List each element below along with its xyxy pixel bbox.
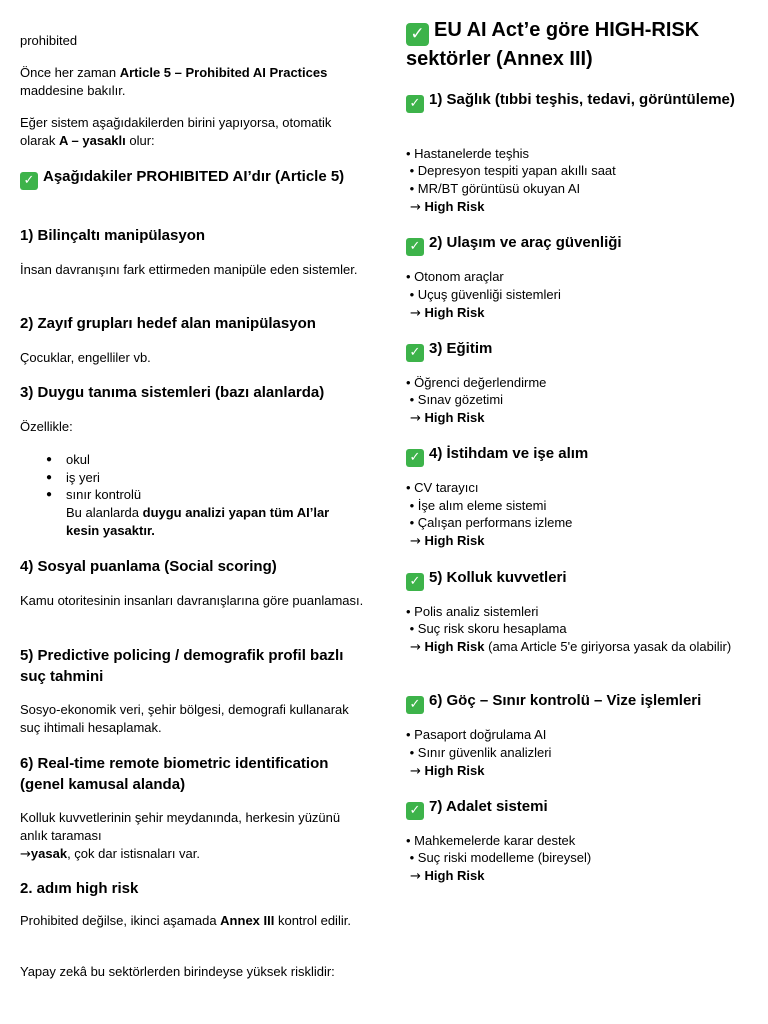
check-mark-icon: ✓ — [406, 238, 424, 256]
sector-item: • Suç riski modelleme (bireysel) — [406, 850, 592, 865]
high-risk-label — [410, 532, 760, 551]
sector-item: • İşe alım eleme sistemi — [406, 498, 547, 513]
arrow-icon: → — [410, 306, 421, 321]
high-risk-text: High Risk — [424, 868, 485, 883]
sector-heading — [406, 232, 756, 256]
sector-heading — [406, 338, 756, 362]
check-mark-icon: ✓ — [406, 802, 424, 820]
bullet-note — [66, 504, 366, 540]
sector-heading — [406, 796, 756, 820]
heading-4: 4) Sosyal puanlama (Social scoring) — [20, 558, 277, 575]
high-risk-text: High Risk — [424, 763, 485, 778]
high-risk-label — [410, 638, 756, 657]
intro1-text: Önce her zaman — [20, 65, 120, 80]
sector-heading — [406, 89, 756, 113]
sector-item: • Depresyon tespiti yapan akıllı saat — [406, 163, 616, 178]
sector-title: 3) Eğitim — [429, 340, 493, 357]
bullet-dot: ● — [46, 472, 53, 483]
high-risk-title-text: EU AI Act’e göre HIGH-RISK sektörler (Annex III) — [406, 19, 700, 70]
arrow-icon: → — [410, 534, 421, 549]
high-risk-label — [410, 198, 760, 217]
arrow-icon: → — [410, 200, 421, 215]
heading-5: 5) Predictive policing / demografik profil bazlı suç tahmini — [20, 647, 344, 685]
sector-item: • Uçuş güvenliği sistemleri — [406, 287, 561, 302]
bullet-item: sınır kontrolü — [66, 487, 142, 502]
sector-item: • Polis analiz sistemleri — [406, 604, 539, 619]
high-risk-text: High Risk — [424, 533, 485, 548]
paragraph-7 — [20, 912, 370, 930]
check-mark-icon: ✓ — [406, 696, 424, 714]
intro2-text-end: olur: — [125, 133, 155, 148]
sector-item: • Sınır güvenlik analizleri — [406, 745, 552, 760]
prohibited-section-title: Aşağıdakiler PROHIBITED AI’dır (Article 5) — [43, 168, 345, 185]
check-mark-icon: ✓ — [406, 449, 424, 467]
arrow-icon: → — [410, 640, 421, 655]
high-risk-text: High Risk — [424, 410, 485, 425]
bullet-dot: ● — [46, 454, 53, 465]
paragraph-7-text: Prohibited değilse, ikinci aşamada — [20, 913, 221, 928]
bullet-dot: ● — [46, 489, 53, 500]
sector-item: • CV tarayıcı — [406, 480, 479, 495]
paragraph-8: Yapay zekâ bu sektörlerden birindeyse yüksek risklidir: — [20, 964, 335, 979]
high-risk-note: (ama Article 5'e giriyorsa yasak da olabilir) — [484, 639, 732, 654]
paragraph-7-text-end: kontrol edilir. — [274, 913, 351, 928]
high-risk-label — [410, 409, 760, 428]
paragraph-5: Sosyo-ekonomik veri, şehir bölgesi, demografi kullanarak suç ihtimali hesaplamak. — [20, 702, 349, 735]
sector-title: 4) İstihdam ve işe alım — [429, 445, 589, 462]
high-risk-label — [410, 304, 760, 323]
check-mark-icon: ✓ — [406, 95, 424, 113]
sector-heading — [406, 690, 756, 714]
intro-paragraph-1 — [20, 64, 370, 100]
intro2-text: Eğer sistem aşağıdakilerden birini yapıyorsa, otomatik olarak — [20, 115, 332, 148]
sector-item: • Mahkemelerde karar destek — [406, 833, 576, 848]
bullet-item: okul — [66, 452, 90, 467]
check-mark-icon: ✓ — [406, 344, 424, 362]
paragraph-6b-text: , çok dar istisnaları var. — [67, 846, 201, 861]
paragraph-2: Çocuklar, engelliler vb. — [20, 350, 151, 365]
intro2-bold: A – yasaklı — [59, 133, 126, 148]
paragraph-6b — [20, 845, 370, 864]
sector-heading — [406, 443, 756, 467]
intro1-bold: Article 5 – Prohibited AI Practices — [119, 65, 328, 80]
sector-title: 7) Adalet sistemi — [429, 798, 548, 815]
bullet-note-text: Bu alanlarda — [66, 505, 143, 520]
intro1-text-end: maddesine bakılır. — [20, 83, 126, 98]
prohibited-section-heading — [20, 166, 370, 190]
paragraph-4: Kamu otoritesinin insanları davranışlarına göre puanlaması. — [20, 593, 364, 608]
sector-item: • Pasaport doğrulama AI — [406, 727, 547, 742]
bullet-item: iş yeri — [66, 470, 100, 485]
arrow-icon: → — [410, 869, 421, 884]
sector-item: • Sınav gözetimi — [406, 392, 504, 407]
paragraph-7-bold: Annex III — [220, 913, 275, 928]
paragraph-6a: Kolluk kuvvetlerinin şehir meydanında, herkesin yüzünü anlık taraması — [20, 810, 341, 843]
sector-item: • Öğrenci değerlendirme — [406, 375, 547, 390]
heading-7: 2. adım high risk — [20, 880, 139, 897]
check-mark-icon: ✓ — [406, 23, 429, 46]
heading-6: 6) Real-time remote biometric identification (genel kamusal alanda) — [20, 755, 329, 793]
intro-paragraph-2 — [20, 114, 370, 150]
paragraph-1: İnsan davranışını fark ettirmeden manipüle eden sistemler. — [20, 262, 358, 277]
heading-2: 2) Zayıf grupları hedef alan manipülasyon — [20, 315, 316, 332]
check-mark-icon: ✓ — [406, 573, 424, 591]
high-risk-label — [410, 867, 760, 886]
high-risk-text: High Risk — [424, 199, 485, 214]
sector-item: • Çalışan performans izleme — [406, 515, 573, 530]
heading-3: 3) Duygu tanıma sistemleri (bazı alanlarda) — [20, 384, 325, 401]
high-risk-text: High Risk — [424, 639, 485, 654]
sector-title: 2) Ulaşım ve araç güvenliği — [429, 234, 622, 251]
check-mark-icon: ✓ — [20, 172, 38, 190]
arrow-icon: → — [410, 764, 421, 779]
top-word: prohibited — [20, 33, 78, 48]
sector-title: 1) Sağlık (tıbbi teşhis, tedavi, görüntüleme) — [429, 91, 735, 108]
paragraph-6b-bold: yasak — [30, 846, 68, 861]
sector-title: 5) Kolluk kuvvetleri — [429, 569, 567, 586]
sector-item: • MR/BT görüntüsü okuyan AI — [406, 181, 581, 196]
sector-item: • Suç risk skoru hesaplama — [406, 621, 567, 636]
sector-heading — [406, 567, 756, 591]
high-risk-text: High Risk — [424, 305, 485, 320]
sector-item: • Hastanelerde teşhis — [406, 146, 530, 161]
high-risk-title — [406, 17, 756, 73]
high-risk-label — [410, 762, 760, 781]
arrow-icon: → — [410, 411, 421, 426]
sector-title: 6) Göç – Sınır kontrolü – Vize işlemleri — [429, 692, 702, 709]
sector-item: • Otonom araçlar — [406, 269, 504, 284]
paragraph-3: Özellikle: — [20, 419, 73, 434]
heading-1: 1) Bilinçaltı manipülasyon — [20, 227, 206, 244]
bullet-note-bold: duygu analizi yapan tüm AI’lar kesin yasaktır. — [66, 505, 330, 538]
arrow-icon: → — [20, 847, 31, 862]
